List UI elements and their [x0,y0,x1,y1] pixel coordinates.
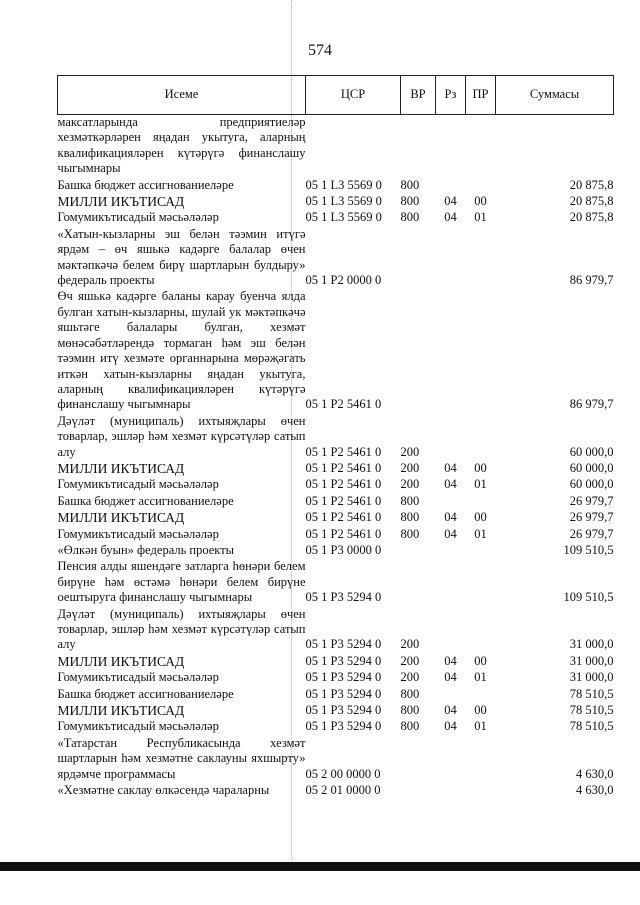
cell-rz: 04 [444,210,457,225]
cell-rz: 04 [444,477,457,492]
header-name: Исеме [58,76,306,115]
cell-name: Дәүләт (муниципаль) ихтыяҗлары өчен товарлар, эшләр һәм хезмәт күрсәтүләр сатып алу [57,413,306,459]
cell-sum: 109 510,5 [563,542,614,557]
cell-sum: 86 979,7 [569,397,614,412]
table-row [58,736,614,783]
cell-vr: 800 [400,719,420,734]
cell-name: Гомумикътисадый мәсьәләләр [57,477,219,492]
table-header-row [58,76,614,115]
cell-sum: 26 979,7 [569,526,614,541]
cell-pr [466,289,496,413]
cell-rz [436,783,466,799]
cell-sum: 109 510,5 [563,590,614,605]
table-body [58,115,614,800]
cell-sum: 86 979,7 [569,273,614,288]
cell-pr [466,736,496,783]
cell-vr [401,289,436,413]
cell-csr: 05 1 P3 0000 0 [305,542,382,557]
cell-csr: 05 1 P2 5461 0 [305,444,382,459]
cell-rz [436,559,466,606]
header-pr: ПР [466,76,496,115]
cell-name: максатларында предприятиеләр хезмәткәрләрен яңадан укытуга, аларның квалификацияләрен күтәрүгә финанслашу чыгымнары [57,115,306,176]
table-row [58,477,614,493]
cell-vr: 200 [400,460,420,475]
cell-vr: 200 [400,477,420,492]
cell-rz [436,736,466,783]
cell-sum [496,115,614,178]
cell-csr: 05 1 P3 5294 0 [305,637,382,652]
cell-sum: 20 875,8 [569,210,614,225]
cell-csr: 05 1 P2 5461 0 [305,510,382,525]
cell-rz [436,178,466,194]
table-row [58,654,614,670]
cell-name: МИЛЛИ ИКЪТИСАД [57,194,185,210]
cell-rz [436,227,466,290]
cell-name: Гомумикътисадый мәсьәләләр [57,210,219,225]
cell-csr: 05 1 P3 5294 0 [305,670,382,685]
table-row [58,210,614,226]
cell-csr: 05 1 P2 0000 0 [305,273,382,288]
table-row [58,607,614,654]
table-row [58,687,614,703]
cell-name: Өч яшькә кадәрге баланы карау буенча ялда булган хатын-кызларны, шулай ук мәктәпкәчә яшьтәге балалары булган, хезмәт мөнәсәбәтләрендә тормаган һәм эш белән тәэмин итү хезмәте органнарына мөрәҗәгать иткән хатын-кызларны яңадан укытуга, аларның квалификацияләрен күтәрүгә финанслашу чыгымнары [57,289,306,412]
budget-table [57,75,614,799]
cell-pr [466,414,496,461]
cell-vr: 800 [400,210,420,225]
cell-sum: 78 510,5 [569,686,614,701]
table-row [58,543,614,559]
cell-pr: 01 [474,526,487,541]
cell-name: Дәүләт (муниципаль) ихтыяҗлары өчен товарлар, эшләр һәм хезмәт күрсәтүләр сатып алу [57,606,306,652]
cell-vr [401,543,436,559]
cell-name: Пенсия алды яшендәге затларга һөнәри белем бирүне һәм өстәмә һөнәри белем бирүне оештыруга финанслашу чыгымнары [57,559,306,605]
table-row [58,670,614,686]
cell-pr [466,178,496,194]
cell-pr: 00 [474,510,487,525]
table-row [58,178,614,194]
cell-csr: 05 1 L3 5569 0 [305,210,382,225]
cell-sum: 60 000,0 [569,477,614,492]
cell-csr: 05 1 P2 5461 0 [305,460,382,475]
cell-name: Башка бюджет ассигнованиеләре [57,177,234,192]
cell-pr [466,543,496,559]
cell-rz: 04 [444,460,457,475]
table-row [58,227,614,290]
cell-rz: 04 [444,653,457,668]
table-row [58,527,614,543]
scan-bottom-edge [0,862,640,871]
cell-sum: 26 979,7 [569,493,614,508]
cell-sum: 60 000,0 [569,460,614,475]
cell-csr: 05 1 L3 5569 0 [305,194,382,209]
cell-name: Гомумикътисадый мәсьәләләр [57,526,219,541]
cell-pr: 01 [474,210,487,225]
cell-rz [436,289,466,413]
cell-name: Гомумикътисадый мәсьәләләр [57,670,219,685]
cell-rz [436,607,466,654]
cell-rz: 04 [444,703,457,718]
table-row [58,414,614,461]
cell-sum: 20 875,8 [569,194,614,209]
cell-csr: 05 1 P3 5294 0 [305,590,382,605]
cell-csr: 05 1 P3 5294 0 [305,719,382,734]
table-row [58,559,614,606]
cell-sum: 26 979,7 [569,510,614,525]
cell-sum: 20 875,8 [569,177,614,192]
cell-rz [436,687,466,703]
cell-csr: 05 2 00 0000 0 [305,766,381,781]
cell-name: Гомумикътисадый мәсьәләләр [57,719,219,734]
cell-name: МИЛЛИ ИКЪТИСАД [57,460,185,476]
cell-csr: 05 1 P3 5294 0 [305,653,382,668]
header-vr: ВР [401,76,436,115]
cell-pr [466,607,496,654]
cell-vr [401,115,436,178]
cell-rz [436,115,466,178]
cell-pr [466,559,496,606]
cell-vr: 200 [400,637,420,652]
cell-name: Башка бюджет ассигнованиеләре [57,686,234,701]
cell-pr [466,115,496,178]
cell-sum: 4 630,0 [576,766,614,781]
cell-sum: 78 510,5 [569,719,614,734]
cell-csr: 05 1 P3 5294 0 [305,703,382,718]
table-row [58,510,614,526]
cell-rz [436,543,466,559]
cell-pr: 00 [474,194,487,209]
header-sum: Суммасы [496,76,614,115]
cell-name: «Хатын-кызларны эш белән тәэмин итүгә ярдәм – өч яшькә кадәрге балалар өчен мәктәпкәчә белем бирү шартларын булдыру» федераль проекты [57,226,306,288]
cell-vr [401,559,436,606]
cell-vr: 800 [400,703,420,718]
cell-sum: 78 510,5 [569,703,614,718]
cell-pr [466,687,496,703]
cell-pr: 01 [474,719,487,734]
cell-vr [401,227,436,290]
cell-pr [466,494,496,510]
table-row [58,719,614,735]
cell-sum: 31 000,0 [569,670,614,685]
cell-sum: 31 000,0 [569,637,614,652]
cell-pr: 01 [474,670,487,685]
cell-name: МИЛЛИ ИКЪТИСАД [57,510,185,526]
cell-csr: 05 1 P2 5461 0 [305,493,382,508]
cell-vr [401,736,436,783]
cell-name: МИЛЛИ ИКЪТИСАД [57,653,185,669]
cell-vr: 800 [400,510,420,525]
cell-vr: 200 [400,670,420,685]
cell-vr: 800 [400,686,420,701]
cell-vr: 800 [400,526,420,541]
page-number: 574 [308,42,332,59]
table-row [58,461,614,477]
cell-rz [436,494,466,510]
table-row [58,494,614,510]
cell-csr: 05 2 01 0000 0 [305,783,381,798]
header-csr: ЦСР [306,76,401,115]
cell-name: МИЛЛИ ИКЪТИСАД [57,703,185,719]
cell-rz: 04 [444,510,457,525]
cell-name: «Хезмәтне саклау өлкәсендә чараларны [57,783,270,798]
cell-pr: 01 [474,477,487,492]
cell-sum: 4 630,0 [576,783,614,798]
cell-vr: 800 [400,493,420,508]
table-row [58,783,614,799]
table-row [58,289,614,413]
cell-vr: 200 [400,444,420,459]
cell-vr: 800 [400,194,420,209]
cell-vr [401,783,436,799]
cell-sum: 60 000,0 [569,444,614,459]
table-row [58,703,614,719]
cell-pr: 00 [474,703,487,718]
table-row [58,115,614,178]
cell-rz: 04 [444,194,457,209]
cell-vr: 200 [400,653,420,668]
cell-csr: 05 1 L3 5569 0 [305,177,382,192]
cell-rz: 04 [444,670,457,685]
table-row [58,194,614,210]
cell-csr: 05 1 P2 5461 0 [305,477,382,492]
cell-pr [466,227,496,290]
cell-rz: 04 [444,526,457,541]
cell-rz [436,414,466,461]
cell-rz: 04 [444,719,457,734]
cell-csr: 05 1 P3 5294 0 [305,686,382,701]
header-rz: Рз [436,76,466,115]
cell-csr [306,115,401,178]
cell-pr: 00 [474,460,487,475]
cell-sum: 31 000,0 [569,653,614,668]
cell-name: Башка бюджет ассигнованиеләре [57,493,234,508]
cell-csr: 05 1 P2 5461 0 [305,397,382,412]
cell-name: «Өлкән буын» федераль проекты [57,542,235,557]
cell-pr: 00 [474,653,487,668]
cell-csr: 05 1 P2 5461 0 [305,526,382,541]
cell-pr [466,783,496,799]
cell-vr: 800 [400,177,420,192]
cell-name: «Татарстан Республикасында хезмәт шартларын һәм хезмәтне саклауны яхшырту» ярдәмче программасы [57,735,306,781]
